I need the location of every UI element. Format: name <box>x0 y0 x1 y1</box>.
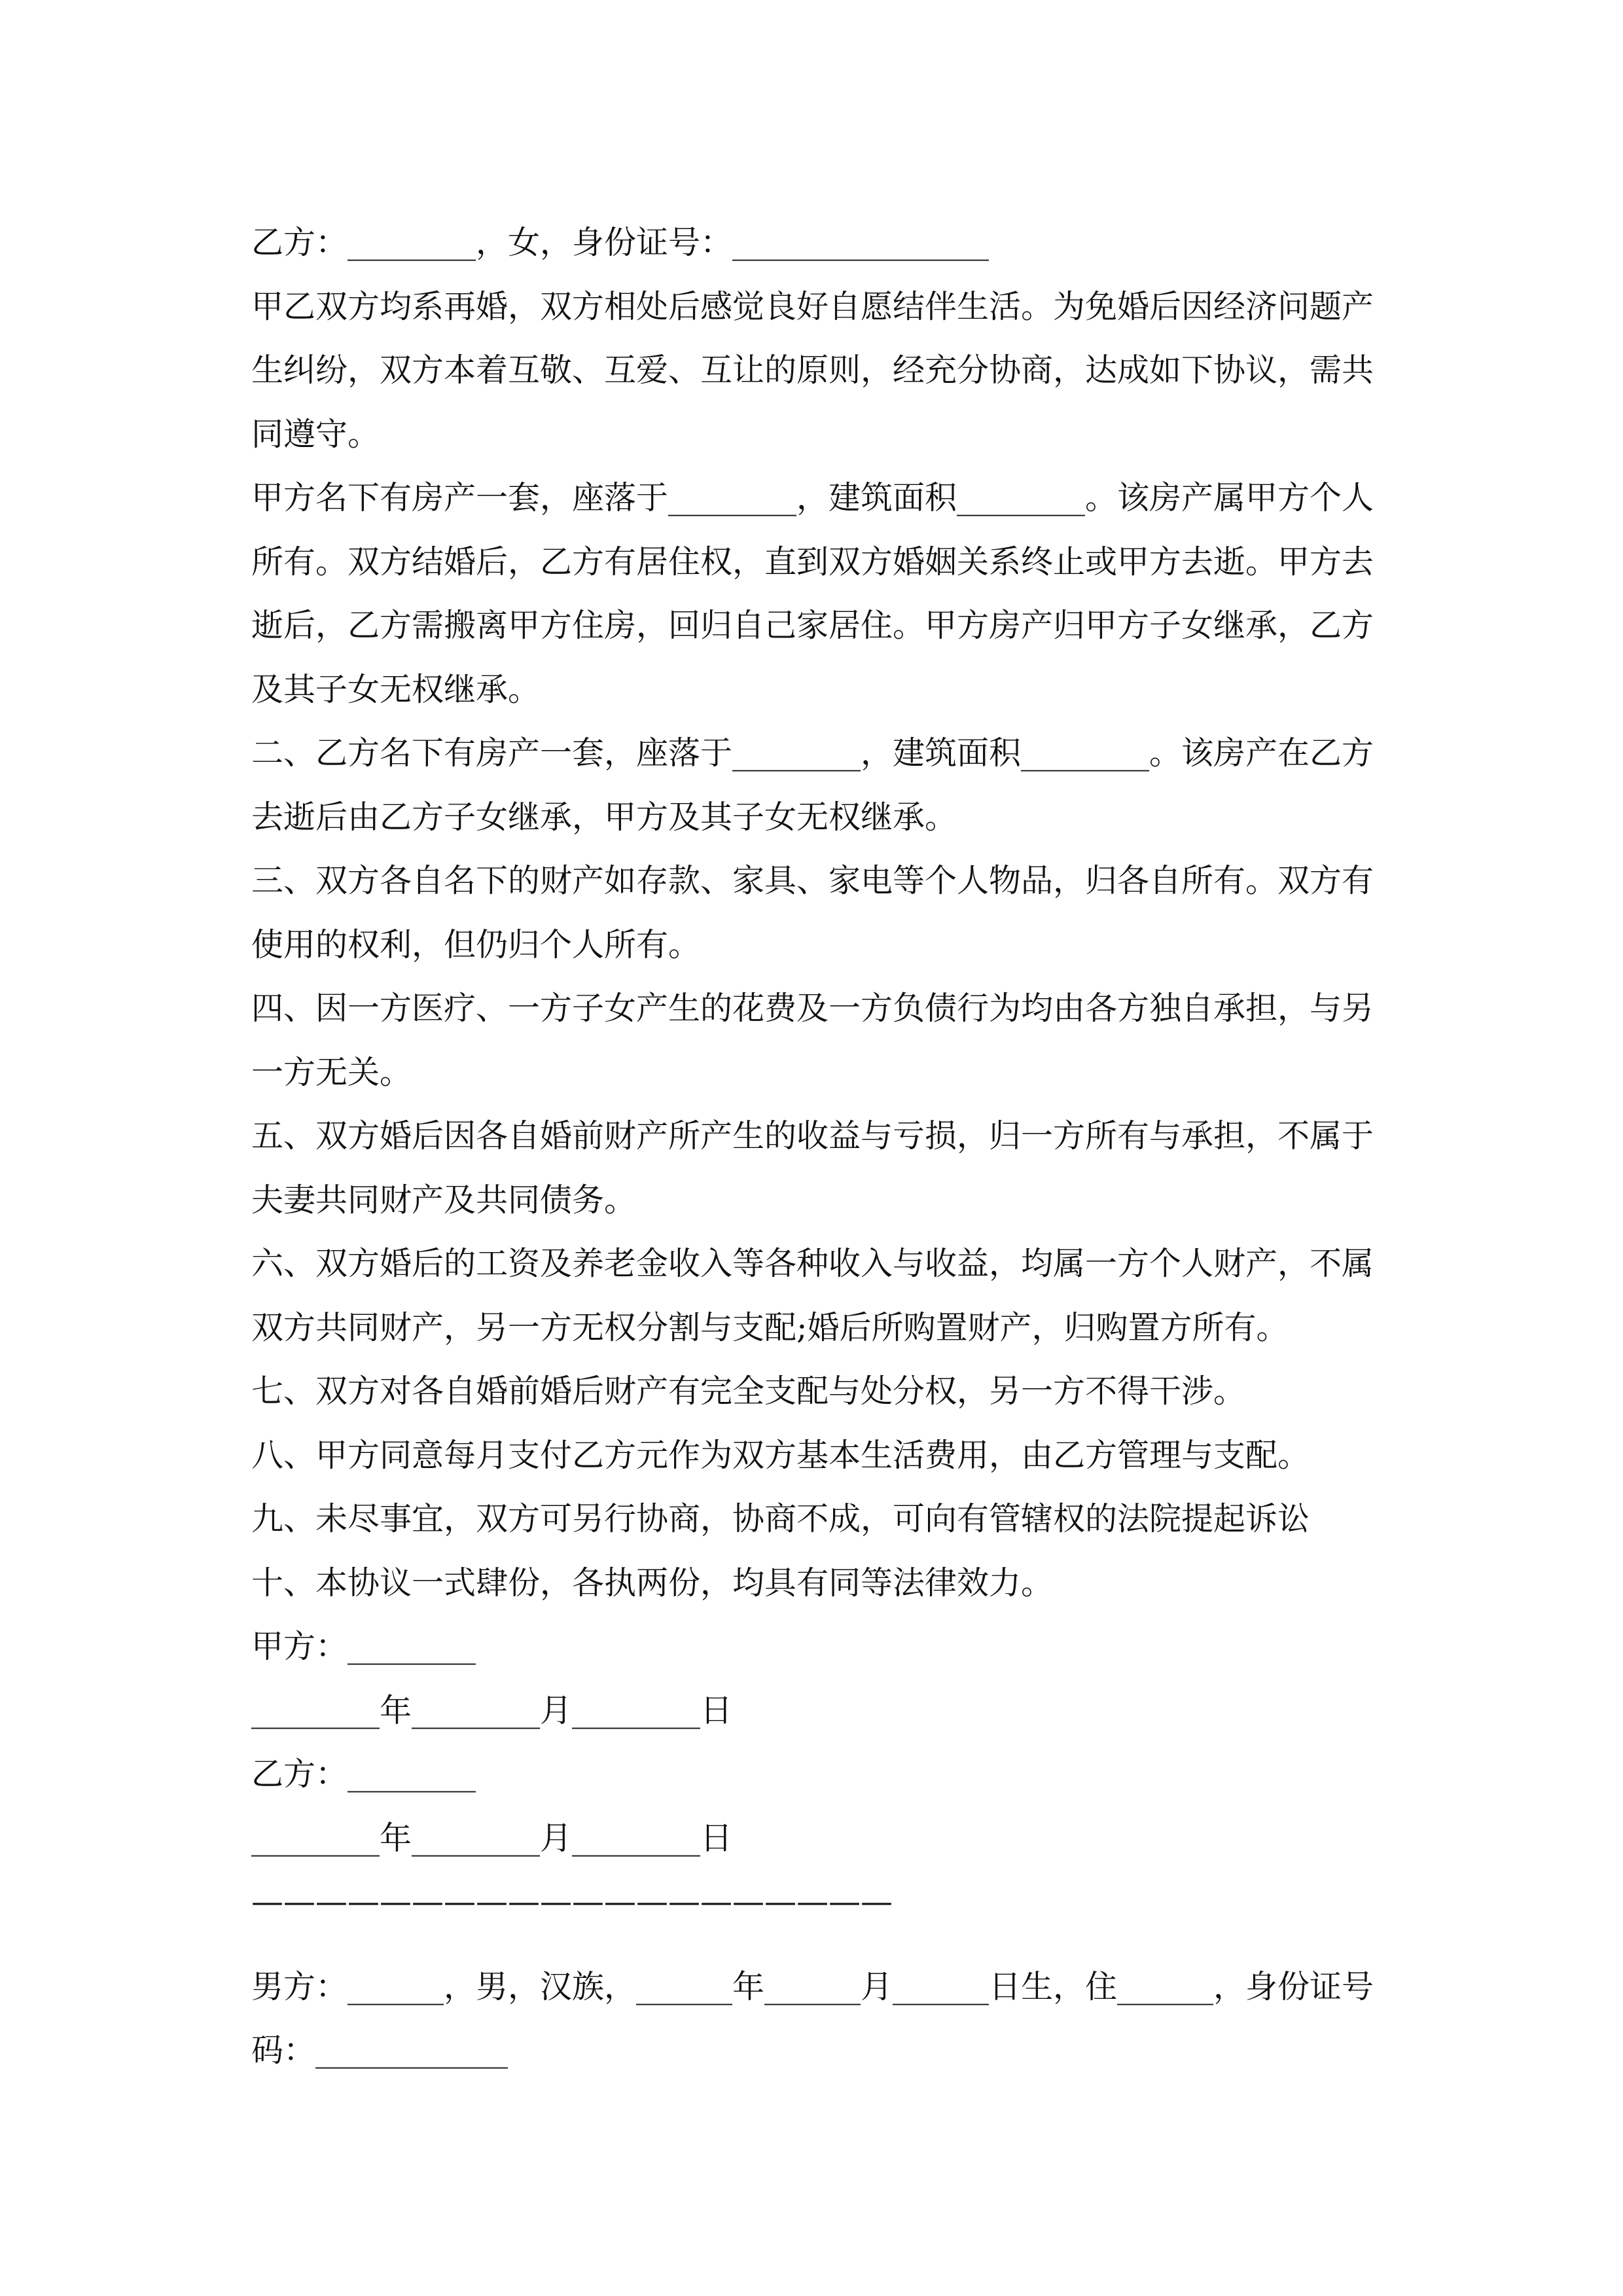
clause-10: 十、本协议一式肆份，各执两份，均具有同等法律效力。 <box>251 1564 1054 1602</box>
agreement-document <box>251 211 1383 2083</box>
clause-4-line-2: 一方无关。 <box>251 1053 412 1091</box>
preamble-line-1: 甲乙双方均系再婚，双方相处后感觉良好自愿结伴生活。为免婚后因经济问题产 <box>251 287 1374 325</box>
party-a-signature: 甲方：________ <box>251 1628 476 1665</box>
section-divider: ———————————————————— <box>251 1883 893 1920</box>
preamble-line-2: 生纠纷，双方本着互敬、互爱、互让的原则，经充分协商，达成如下协议，需共 <box>251 351 1374 389</box>
clause-3-line-1: 三、双方各自名下的财产如存款、家具、家电等个人物品，归各自所有。双方有 <box>251 862 1374 899</box>
party-b-signature: 乙方：________ <box>251 1755 476 1793</box>
clause-1-line-4: 及其子女无权继承。 <box>251 670 541 708</box>
clause-9: 九、未尽事宜，双方可另行协商，协商不成，可向有管辖权的法院提起诉讼 <box>251 1500 1310 1537</box>
clause-1-line-2: 所有。双方结婚后，乙方有居住权，直到双方婚姻关系终止或甲方去逝。甲方去 <box>251 543 1374 581</box>
clause-6-line-1: 六、双方婚后的工资及养老金收入等各种收入与收益，均属一方个人财产，不属 <box>251 1245 1374 1282</box>
clause-6-line-2: 双方共同财产，另一方无权分割与支配;婚后所购置财产，归购置方所有。 <box>251 1308 1289 1346</box>
male-party-line-1: 男方：______，男，汉族，______年______月______日生，住______，身份证号 <box>251 1967 1374 2005</box>
clause-8: 八、甲方同意每月支付乙方元作为双方基本生活费用，由乙方管理与支配。 <box>251 1436 1310 1474</box>
clause-2-line-2: 去逝后由乙方子女继承，甲方及其子女无权继承。 <box>251 798 957 836</box>
party-b-line: 乙方：________，女，身份证号：________________ <box>251 224 990 261</box>
male-party-line-2: 码：____________ <box>251 2032 508 2069</box>
clause-4-line-1: 四、因一方医疗、一方子女产生的花费及一方负债行为均由各方独自承担，与另 <box>251 990 1374 1027</box>
clause-2-line-1: 二、乙方名下有房产一套，座落于________，建筑面积________。该房产在乙方 <box>251 734 1374 772</box>
clause-3-line-2: 使用的权利，但仍归个人所有。 <box>251 925 701 963</box>
clause-7: 七、双方对各自婚前婚后财产有完全支配与处分权，另一方不得干涉。 <box>251 1372 1246 1410</box>
clause-5-line-1: 五、双方婚后因各自婚前财产所产生的收益与亏损，归一方所有与承担，不属于 <box>251 1117 1374 1155</box>
clause-1-line-3: 逝后，乙方需搬离甲方住房，回归自己家居住。甲方房产归甲方子女继承，乙方 <box>251 607 1374 644</box>
clause-1-line-1: 甲方名下有房产一套，座落于________，建筑面积________。该房产属甲方个人 <box>251 479 1374 516</box>
clause-5-line-2: 夫妻共同财产及共同债务。 <box>251 1181 637 1219</box>
preamble-line-3: 同遵守。 <box>251 415 380 453</box>
party-a-date: ________年________月________日 <box>251 1691 732 1729</box>
party-b-date: ________年________月________日 <box>251 1819 732 1857</box>
